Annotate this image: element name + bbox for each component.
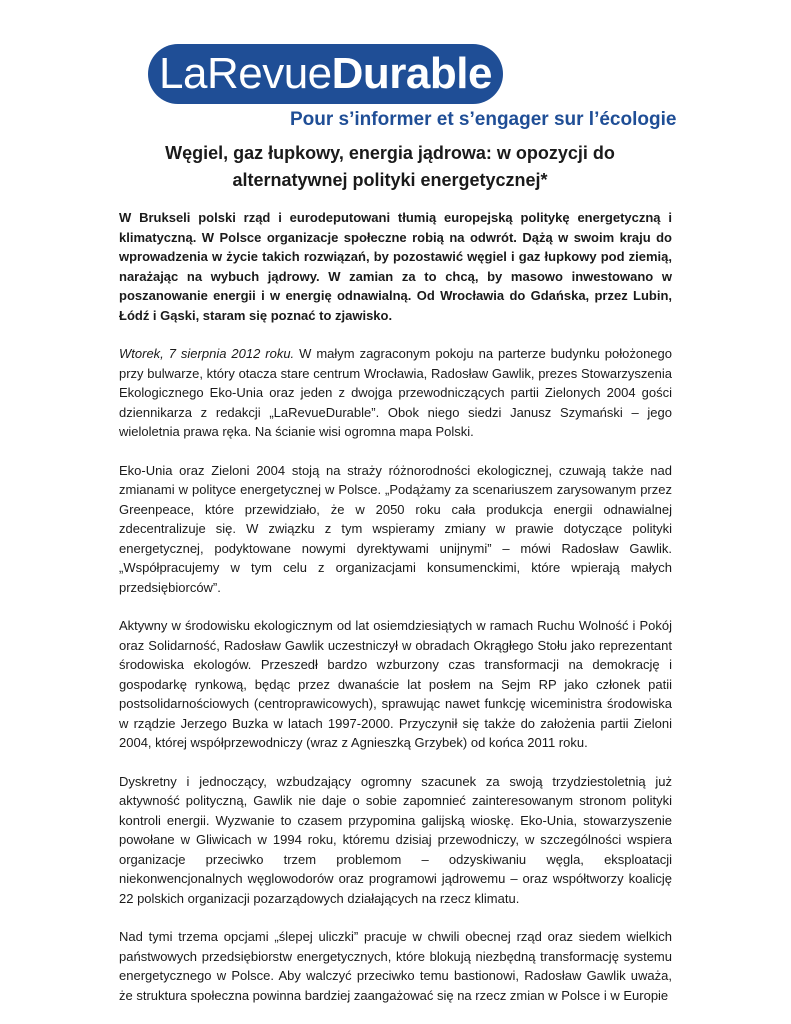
article-date: Wtorek, 7 sierpnia 2012 roku. (119, 346, 295, 361)
paragraph-5: Nad tymi trzema opcjami „ślepej uliczki” pracuje w chwili obecnej rząd oraz siedem wielkich państwowych przedsiębiorstw energetycznych, które blokują niezbędną transformację systemu energetycznego w Polsce. Aby walczyć przeciwko temu bastionowi, Radosław Gawlik uważa, że struktura społeczna powinna bardziej zaangażować się na rzecz zmian w Polsce i w Europie (119, 929, 672, 1003)
paragraph-1 (119, 344, 672, 442)
logo-text-bold: Durable (331, 49, 492, 98)
logo-text (159, 49, 492, 98)
article-title: Węgiel, gaz łupkowy, energia jądrowa: w opozycji do alternatywnej polityki energetycznej* (165, 143, 615, 190)
logo-text-light: LaRevue (159, 49, 332, 98)
paragraph-2: Eko-Unia oraz Zieloni 2004 stoją na straży różnorodności ekologicznej, czuwają także nad zmianami w polityce energetycznej w Polsce. „Podążamy za scenariuszem zarysowanym przez Greenpeace, które przewidziało, że w 2050 roku cała produkcja energii odnawialnej zdecentralizuje się. W związku z tym wspieramy zmiany w prawie dotyczące polityki energetycznej, podyktowane nowymi dyrektywami unijnymi” – mówi Radosław Gawlik. „Współpracujemy w tym celu z organizacjami konsumenckimi, które wpierają małych przedsiębiorców”. (119, 462, 672, 595)
article-body (119, 208, 672, 1024)
logo (148, 44, 503, 104)
tagline: Pour s’informer et s’engager sur l’écologie (290, 109, 677, 130)
paragraph-1-text: W małym zagraconym pokoju na parterze budynku położonego przy bulwarze, który otacza stare centrum Wrocławia, Radosław Gawlik, prezes Stowarzyszenia Ekologicznego Eko-Unia oraz jeden z dwojga przewodniczących partii Zielonych 2004 gości dziennikarza z redakcji „LaRevueDurable”. Obok niego siedzi Janusz Szymański – jego wieloletnia prawa ręka. Na ścianie wisi ogromna mapa Polski. (119, 346, 672, 439)
paragraph-3: Aktywny w środowisku ekologicznym od lat osiemdziesiątych w ramach Ruchu Wolność i Pokój oraz Solidarność, Radosław Gawlik uczestniczył w obradach Okrągłego Stołu jako reprezentant środowiska ekologów. Przeszedł bardzo wzburzony czas transformacji na demokrację i gospodarkę rynkową, będąc przez dwanaście lat posłem na Sejm RP jako członek patii postsolidarnościowych (centroprawicowych), sprawując nawet funkcję wiceministra środowiska w rządzie Jerzego Buzka w latach 1997-2000. Przyczynił się także do założenia partii Zieloni 2004, której współprzewodniczy (wraz z Agnieszką Grzybek) od końca 2011 roku. (119, 618, 672, 750)
paragraph-4: Dyskretny i jednoczący, wzbudzający ogromny szacunek za swoją trzydziestoletnią już aktywność polityczną, Gawlik nie daje o sobie zapomnieć zainteresowanym stronom polityki kontroli energii. Wyzwanie to czasem przypomina galijską wioskę. Eko-Unia, stowarzyszenie powołane w Gliwicach w 1994 roku, któremu dzisiaj przewodniczy, w szczególności wspiera organizacje przeciwko trzem problemom – odzyskiwaniu węgla, eksploatacji niekonwencjonalnych węglowodorów oraz programowi jądrowemu – oraz współtworzy koalicję 22 polskich organizacji pozarządowych działających na rzecz klimatu. (119, 773, 672, 906)
lead-paragraph: W Brukseli polski rząd i eurodeputowani tłumią europejską politykę energetyczną i klimatyczną. W Polsce organizacje społeczne robią na odwrót. Dążą w swoim kraju do wprowadzenia w życie takich rozwiązań, by pozostawić węgiel i gaz łupkowy pod ziemią, narażając na wybuch jądrowy. W zamian za to chcą, by masowo inwestowano w poszanowanie energii i w energię odnawialną. Od Wrocławia do Gdańska, przez Lubin, Łódź i Gąski, staram się poznać to zjawisko. (119, 210, 672, 323)
